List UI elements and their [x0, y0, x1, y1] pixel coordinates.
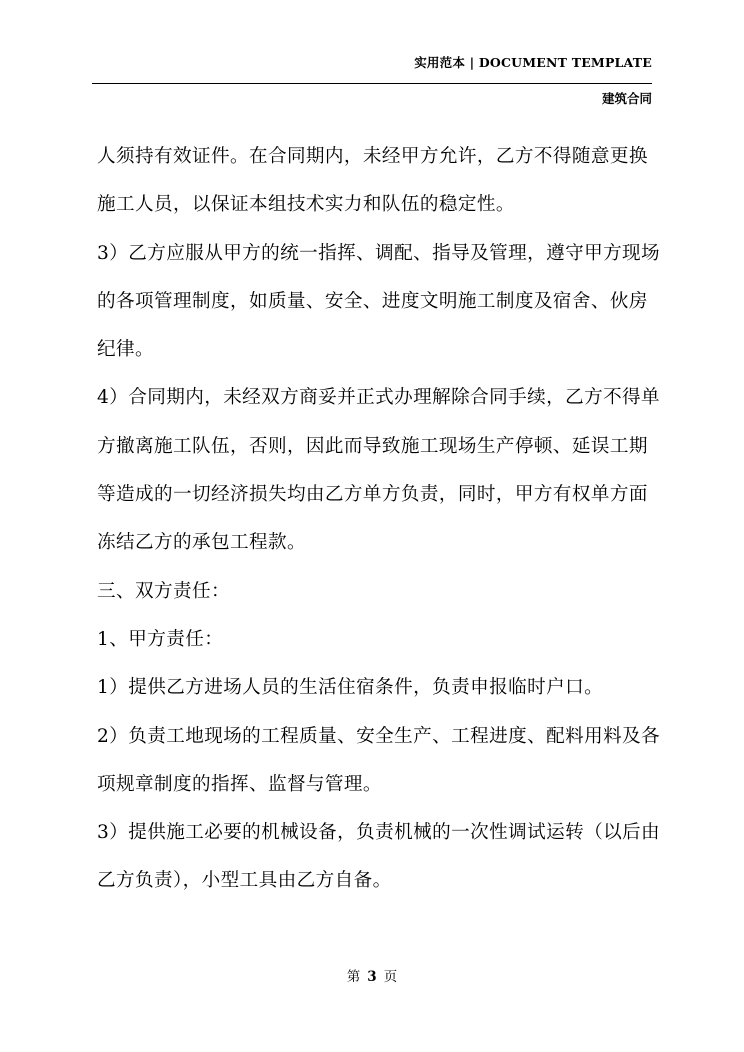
- header-subtitle: 建筑合同: [601, 91, 652, 106]
- body-line: 项规章制度的指挥、监督与管理。: [97, 773, 382, 795]
- page-footer: [0, 965, 744, 985]
- body-line: 1）提供乙方进场人员的生活住宿条件，负责申报临时户口。: [97, 677, 604, 699]
- page-suffix: 页: [383, 969, 398, 985]
- header-title: 实用范本 | DOCUMENT TEMPLATE: [414, 55, 652, 70]
- body-line: 等造成的一切经济损失均由乙方单方负责，同时，甲方有权单方面: [97, 484, 648, 506]
- body-line: 乙方负责），小型工具由乙方自备。: [97, 870, 392, 892]
- body-line: 纪律。: [97, 339, 154, 361]
- body-line: 人须持有效证件。在合同期内，未经甲方允许，乙方不得随意更换: [97, 146, 648, 167]
- body-line: 的各项管理制度，如质量、安全、进度文明施工制度及宿舍、伙房: [97, 290, 648, 312]
- page-prefix: 第: [346, 969, 361, 985]
- page-number: 3: [367, 969, 377, 985]
- header-divider: [92, 83, 652, 84]
- subsection-heading: 1、甲方责任：: [97, 628, 224, 650]
- body-line: 方撤离施工队伍，否则，因此而导致施工现场生产停顿、延误工期: [97, 435, 648, 457]
- body-line: 3）提供施工必要的机械设备，负责机械的一次性调试运转（以后由: [97, 822, 661, 844]
- body-line: 冻结乙方的承包工程款。: [97, 532, 306, 554]
- section-heading: 三、双方责任：: [97, 580, 230, 602]
- body-line: 3）乙方应服从甲方的统一指挥、调配、指导及管理，遵守甲方现场: [97, 242, 661, 264]
- body-line: 2）负责工地现场的工程质量、安全生产、工程进度、配料用料及各: [97, 725, 661, 747]
- body-line: 4）合同期内，未经双方商妥并正式办理解除合同手续，乙方不得单: [97, 387, 661, 409]
- document-body: [97, 137, 661, 910]
- body-line: 施工人员，以保证本组技术实力和队伍的稳定性。: [97, 194, 515, 216]
